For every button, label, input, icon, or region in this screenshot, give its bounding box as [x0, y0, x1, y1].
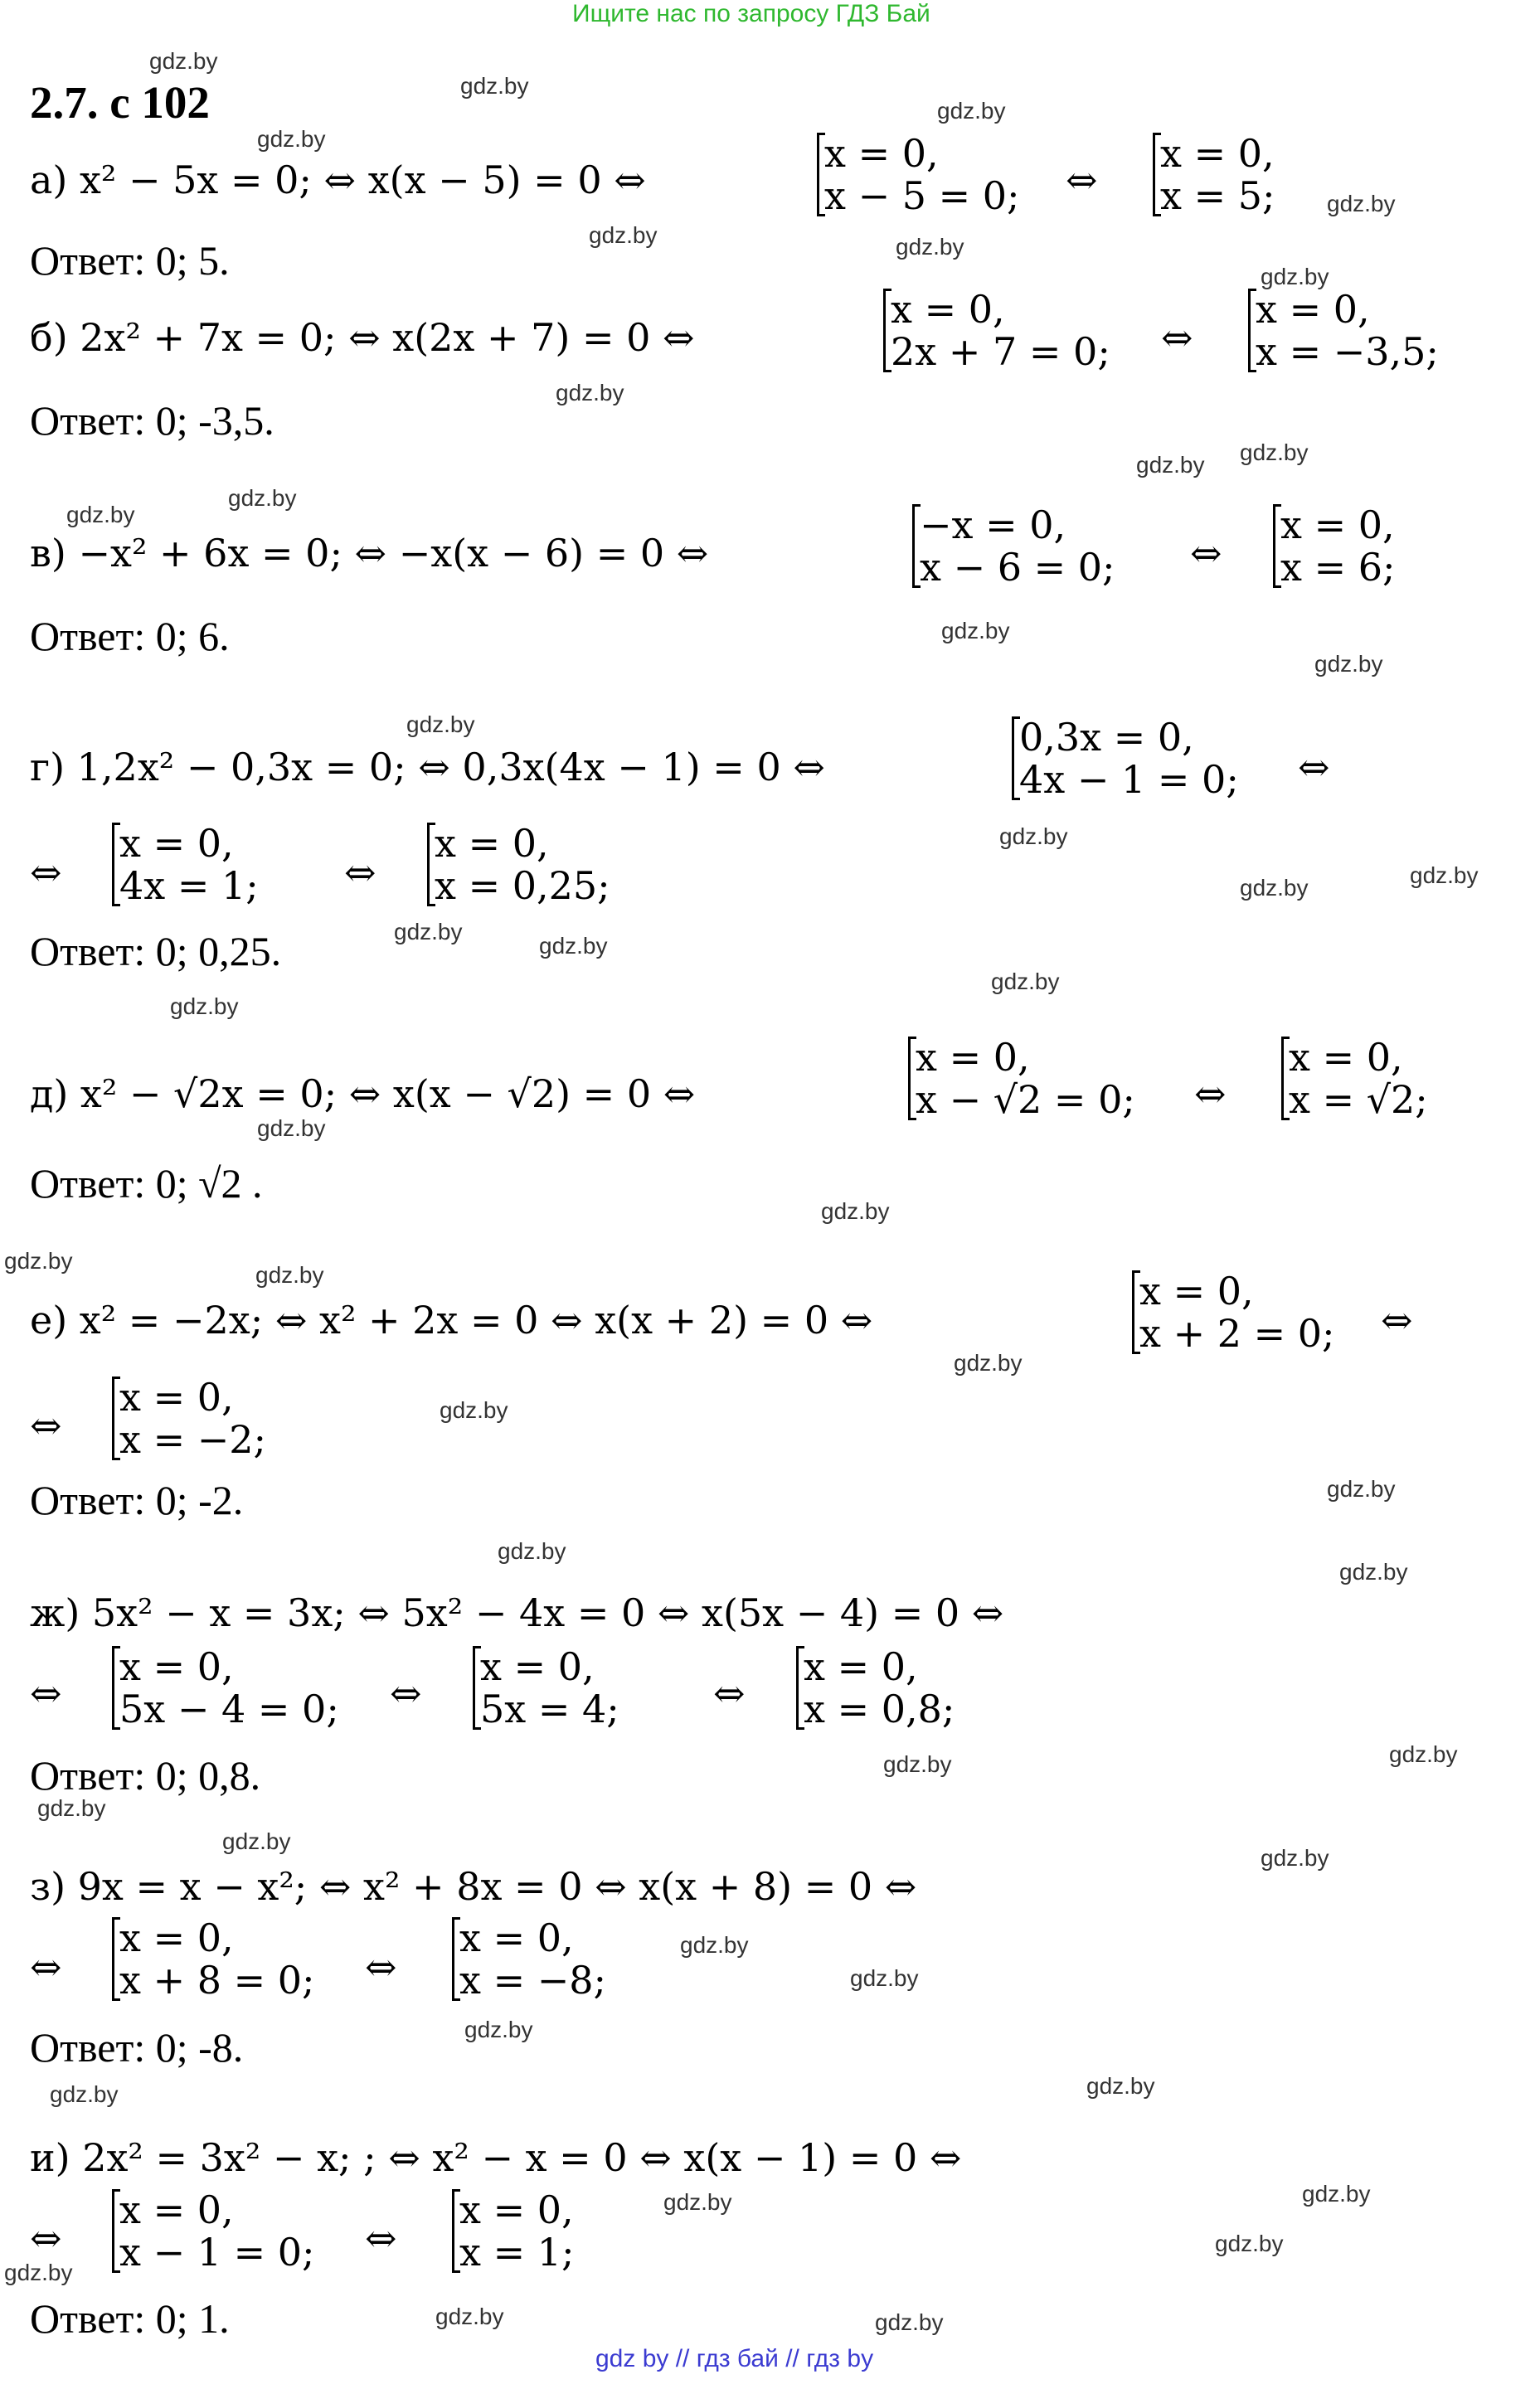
watermark: gdz.by [589, 222, 658, 248]
watermark: gdz.by [896, 234, 964, 260]
equiv-zh: ⇔ [390, 1671, 422, 1716]
equiv-z: ⇔ [365, 1945, 397, 1989]
watermark: gdz.by [460, 73, 529, 99]
search-hint-link[interactable]: Ищите нас по запросу ГДЗ Бай [572, 0, 930, 27]
watermark: gdz.by [498, 1538, 566, 1564]
answer-i: Ответ: 0; 1. [30, 2295, 230, 2342]
answer-g: Ответ: 0; 0,25. [30, 928, 282, 974]
watermark: gdz.by [999, 823, 1068, 849]
system-z-1: x = 0, x + 8 = 0; [112, 1917, 315, 2001]
exercise-title: 2.7. с 102 [30, 77, 210, 128]
watermark: gdz.by [228, 485, 297, 511]
watermark: gdz.by [440, 1397, 508, 1423]
footer-links[interactable]: gdz by // гдз бай // гдз by [595, 2345, 874, 2372]
watermark: gdz.by [1314, 651, 1383, 677]
watermark: gdz.by [1261, 1845, 1329, 1871]
equation-d-line1: д) x² − √2x = 0; ⇔ x(x − √2) = 0 ⇔ [30, 1071, 696, 1116]
equiv-i: ⇔ [365, 2216, 397, 2260]
watermark: gdz.by [1240, 439, 1309, 465]
watermark: gdz.by [850, 1965, 919, 1991]
watermark: gdz.by [37, 1795, 106, 1821]
equation-a-line1: а) x² − 5x = 0; ⇔ x(x − 5) = 0 ⇔ [30, 158, 646, 202]
system-v-1: −x = 0, x − 6 = 0; [912, 504, 1115, 588]
system-i-1: x = 0, x − 1 = 0; [112, 2189, 315, 2273]
system-z-2: x = 0, x = −8; [452, 1917, 606, 2001]
equiv-g: ⇔ [1298, 745, 1330, 789]
watermark: gdz.by [941, 618, 1010, 643]
equation-g-line1: г) 1,2x² − 0,3x = 0; ⇔ 0,3x(4x − 1) = 0 ⇔ [30, 745, 825, 789]
watermark: gdz.by [1302, 2181, 1371, 2207]
equiv-zh-2: ⇔ [713, 1671, 746, 1716]
watermark: gdz.by [394, 919, 463, 944]
system-zh-2: x = 0, 5x = 4; [473, 1646, 619, 1730]
watermark: gdz.by [66, 502, 135, 527]
answer-a: Ответ: 0; 5. [30, 237, 230, 284]
watermark: gdz.by [435, 2304, 504, 2329]
equiv-b: ⇔ [1161, 315, 1193, 360]
watermark: gdz.by [539, 933, 608, 959]
equiv-e: ⇔ [1381, 1298, 1413, 1343]
answer-e: Ответ: 0; -2. [30, 1477, 244, 1523]
answer-d: Ответ: 0; √2 . [30, 1160, 263, 1207]
watermark: gdz.by [663, 2189, 732, 2215]
watermark: gdz.by [991, 969, 1060, 994]
equation-i-line1: и) 2x² = 3x² − x; ; ⇔ x² − x = 0 ⇔ x(x − 1) = 0 ⇔ [30, 2135, 962, 2180]
watermark: gdz.by [937, 98, 1006, 124]
equiv-a: ⇔ [1066, 158, 1098, 202]
watermark: gdz.by [4, 2260, 73, 2285]
equiv-zh-line2: ⇔ [30, 1671, 62, 1716]
watermark: gdz.by [255, 1262, 324, 1288]
watermark: gdz.by [954, 1350, 1023, 1376]
watermark: gdz.by [149, 48, 218, 74]
equiv-i-line2: ⇔ [30, 2216, 62, 2260]
system-g-1: 0,3x = 0, 4x − 1 = 0; [1012, 716, 1239, 800]
system-d-1: x = 0, x − √2 = 0; [908, 1037, 1135, 1120]
equiv-v: ⇔ [1190, 531, 1222, 575]
equation-zh-line1: ж) 5x² − x = 3x; ⇔ 5x² − 4x = 0 ⇔ x(5x − 4) = 0 ⇔ [30, 1590, 1004, 1635]
watermark: gdz.by [406, 711, 475, 737]
system-b-1: x = 0, 2x + 7 = 0; [883, 289, 1110, 372]
watermark: gdz.by [821, 1198, 890, 1224]
watermark: gdz.by [680, 1932, 749, 1958]
system-b-2: x = 0, x = −3,5; [1248, 289, 1439, 372]
watermark: gdz.by [883, 1751, 952, 1777]
system-g-3: x = 0, x = 0,25; [427, 823, 610, 906]
watermark: gdz.by [1136, 452, 1205, 478]
watermark: gdz.by [257, 126, 326, 152]
watermark: gdz.by [222, 1828, 291, 1854]
watermark: gdz.by [1389, 1741, 1458, 1767]
watermark: gdz.by [1086, 2073, 1155, 2099]
equiv-g-2: ⇔ [344, 850, 376, 895]
answer-z: Ответ: 0; -8. [30, 2024, 244, 2071]
answer-b: Ответ: 0; -3,5. [30, 397, 274, 444]
system-a-1: x = 0, x − 5 = 0; [817, 133, 1020, 216]
watermark: gdz.by [50, 2081, 119, 2107]
watermark: gdz.by [1339, 1559, 1408, 1585]
watermark: gdz.by [257, 1115, 326, 1141]
watermark: gdz.by [4, 1248, 73, 1274]
system-g-2: x = 0, 4x = 1; [112, 823, 259, 906]
system-i-2: x = 0, x = 1; [452, 2189, 575, 2273]
system-a-2: x = 0, x = 5; [1153, 133, 1275, 216]
watermark: gdz.by [1215, 2231, 1284, 2256]
system-v-2: x = 0, x = 6; [1273, 504, 1396, 588]
equiv-e-line2: ⇔ [30, 1403, 62, 1448]
watermark: gdz.by [1327, 1476, 1396, 1502]
watermark: gdz.by [1240, 875, 1309, 901]
watermark: gdz.by [1327, 191, 1396, 216]
equiv-d: ⇔ [1194, 1071, 1227, 1116]
watermark: gdz.by [556, 380, 624, 405]
system-d-2: x = 0, x = √2; [1281, 1037, 1428, 1120]
equation-e-line1: е) x² = −2x; ⇔ x² + 2x = 0 ⇔ x(x + 2) = 0 ⇔ [30, 1298, 873, 1343]
answer-zh: Ответ: 0; 0,8. [30, 1752, 261, 1799]
watermark: gdz.by [875, 2309, 944, 2335]
equation-v-line1: в) −x² + 6x = 0; ⇔ −x(x − 6) = 0 ⇔ [30, 531, 709, 575]
equiv-g-line2: ⇔ [30, 850, 62, 895]
system-zh-3: x = 0, x = 0,8; [796, 1646, 955, 1730]
system-zh-1: x = 0, 5x − 4 = 0; [112, 1646, 339, 1730]
system-e-2: x = 0, x = −2; [112, 1377, 266, 1460]
watermark: gdz.by [170, 993, 239, 1019]
system-e-1: x = 0, x + 2 = 0; [1132, 1270, 1335, 1354]
equation-z-line1: з) 9x = x − x²; ⇔ x² + 8x = 0 ⇔ x(x + 8) = 0 ⇔ [30, 1864, 917, 1909]
watermark: gdz.by [464, 2017, 533, 2042]
equation-b-line1: б) 2x² + 7x = 0; ⇔ x(2x + 7) = 0 ⇔ [30, 315, 695, 360]
equiv-z-line2: ⇔ [30, 1945, 62, 1989]
watermark: gdz.by [1261, 264, 1329, 289]
answer-v: Ответ: 0; 6. [30, 613, 230, 659]
watermark: gdz.by [1410, 862, 1479, 888]
